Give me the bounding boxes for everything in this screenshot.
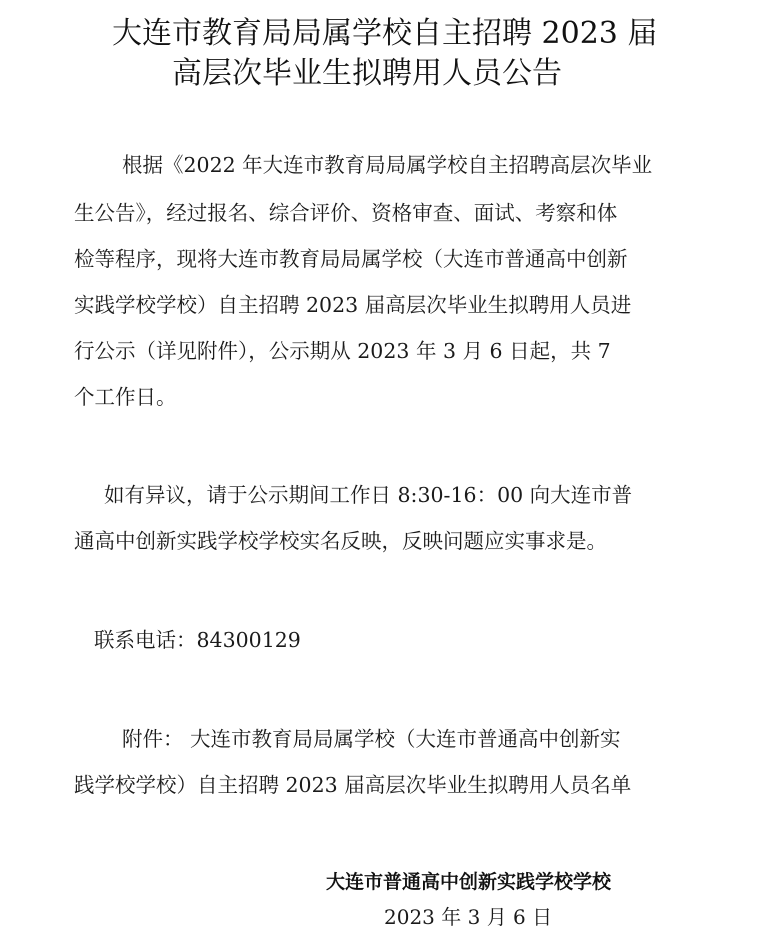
contact-phone: 联系电话：84300129	[94, 628, 301, 652]
paragraph-1-line-1: 根据《2022 年大连市教育局局属学校自主招聘高层次毕业	[122, 153, 653, 177]
attachment-line-1: 附件： 大连市教育局局属学校（大连市普通高中创新实	[122, 727, 621, 751]
document-title-line-1: 大连市教育局局属学校自主招聘 2023 届	[112, 16, 658, 51]
paragraph-2-line-2: 通高中创新实践学校学校实名反映，反映问题应实事求是。	[74, 529, 607, 553]
paragraph-1-line-2: 生公告》，经过报名、综合评价、资格审查、面试、考察和体	[74, 201, 618, 225]
paragraph-2-line-1: 如有异议，请于公示期间工作日 8:30-16：00 向大连市普	[104, 483, 633, 507]
paragraph-1-line-3: 检等程序，现将大连市教育局局属学校（大连市普通高中创新	[74, 247, 628, 271]
paragraph-1-line-5: 行公示（详见附件），公示期从 2023 年 3 月 6 日起，共 7	[74, 339, 611, 363]
issue-date: 2023 年 3 月 6 日	[384, 905, 553, 929]
attachment-line-2: 践学校学校）自主招聘 2023 届高层次毕业生拟聘用人员名单	[74, 773, 632, 797]
document-title-line-2: 高层次毕业生拟聘用人员公告	[172, 56, 562, 91]
paragraph-1-line-4: 实践学校学校）自主招聘 2023 届高层次毕业生拟聘用人员进	[74, 293, 632, 317]
paragraph-1-line-6: 个工作日。	[74, 385, 177, 409]
issuing-organization: 大连市普通高中创新实践学校学校	[326, 871, 612, 893]
